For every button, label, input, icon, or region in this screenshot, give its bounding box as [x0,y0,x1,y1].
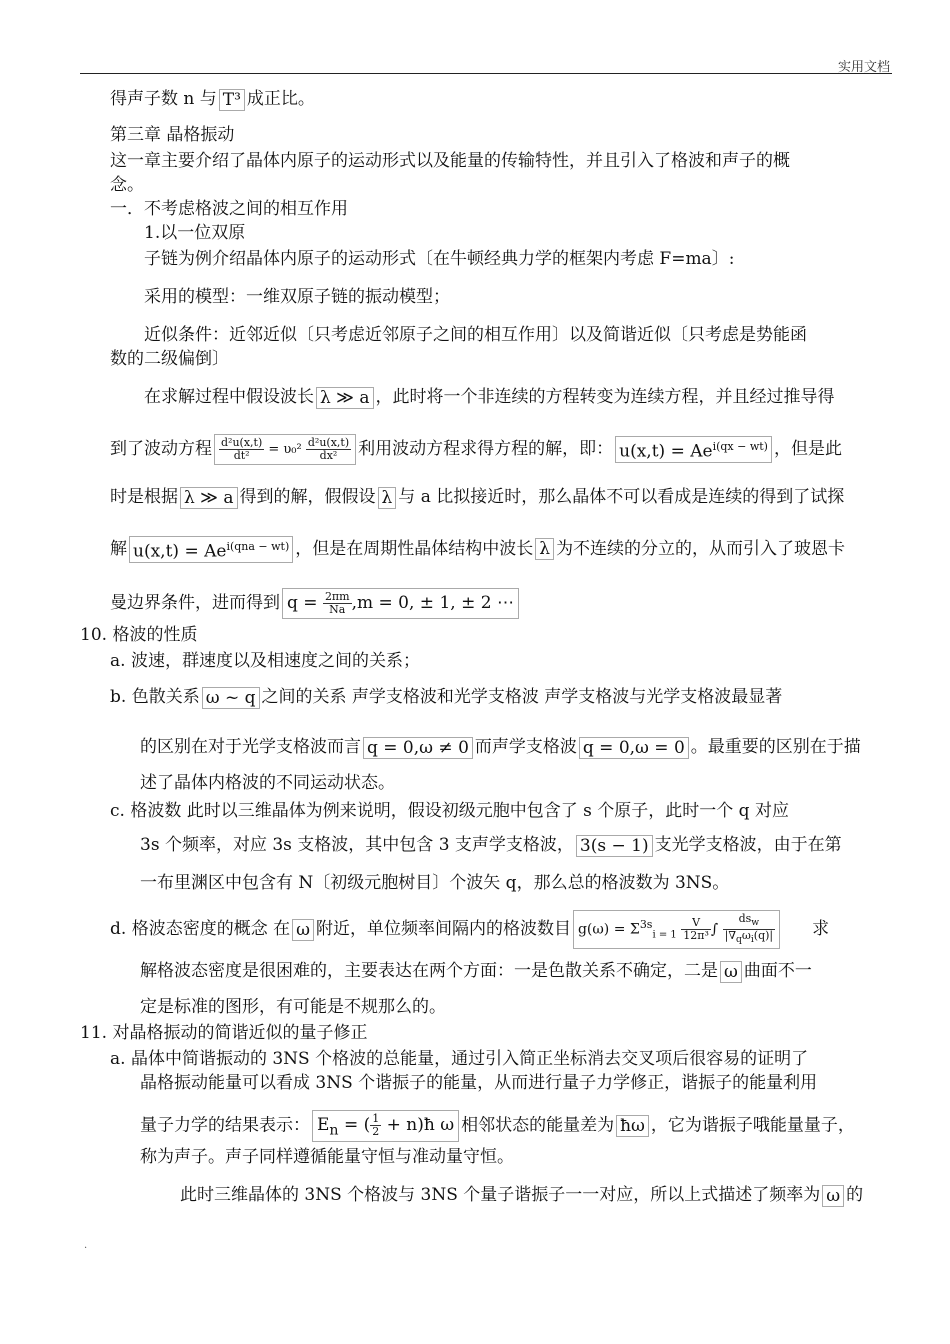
text: 。最重要的区别在于描 [690,737,861,757]
math-lambda-gg-a: λ ≫ a [180,487,238,509]
text: 之间的关系 声学支格波和光学支格波 声学支格波与光学支格波最显著 [261,687,783,707]
text: 而声学支格波 [474,737,577,757]
text-line [110,588,521,619]
math-q-quantization: q = $\frac{2\pi m}{Na}$ ,m = 0, ± 1, ± 2 ⋯ [282,588,519,619]
text: 在求解过程中假设波长 [144,387,314,407]
text: 得到的解，假假设 [239,487,376,507]
math-omega-q: ω ~ q [202,687,260,709]
math-T3: T³ [219,89,245,111]
text: 得声子数 n 与 [110,89,217,109]
math-omega: ω [292,919,314,941]
text-line: 晶格振动能量可以看成 3NS 个谐振子的能量，从而进行量子力学修正，谐振子的能量利用 [140,1073,818,1093]
footer-dot: . [84,1240,88,1251]
text: 附近，单位频率间隔内的格波数目 [315,919,571,940]
text-line [110,536,845,563]
text: 3s 个频率，对应 3s 支格波，其中包含 3 支声学支格波， [140,835,574,855]
text: 为不连续的分立的，从而引入了玻恩卡 [556,538,846,559]
text-line: 数的二级偏倒〕 [110,349,229,369]
text-line [140,834,842,857]
text-line: 这一章主要介绍了晶体内原子的运动形式以及能量的传输特性，并且引入了格波和声子的概 [110,151,790,171]
text: b. 色散关系 [110,687,200,707]
text-line: 述了晶体内格波的不同运动状态。 [140,773,395,793]
text: 解 [110,538,127,559]
text: 曲面不一 [743,961,812,981]
section-heading: 10. 格波的性质 [80,625,198,645]
text: 量子力学的结果表示： [140,1115,310,1136]
text: 利用波动方程求得方程的解，即： [358,439,614,459]
math-wave-equation: $\frac{\text{d²u(x,t)}}{\text{dt²}}$ = υ₀² $\frac{\text{d²u(x,t)}}{\text{dx²}}$ [214,434,356,465]
text-line [140,736,861,759]
text: 的区别在对于光学支格波而言 [140,737,361,757]
text-line: 定是标准的图形，有可能是不规那么的。 [140,997,446,1017]
text-line [180,1184,863,1207]
math-density-of-states: $g(\omega) = \Sigma^{3s}_{i = 1}$ $\frac{V}{\text{12π³}}$ ∫ $\frac{ds_w}{|\nabla_q\omega_i(q)|}$ [573,910,780,949]
text: 求 [812,919,830,940]
subsection-heading: 1.以一位双原 [144,223,246,243]
math-energy: $E_n$ = ( $\frac{1}{2}$ + n)ħ ω [312,1110,459,1142]
text: ，但是此 [773,439,842,459]
text-line [140,960,812,983]
text: 成正比。 [246,89,315,109]
list-item: a. 晶体中简谐振动的 3NS 个格波的总能量，通过引入简正坐标消去交叉项后很容易的证明了 [110,1049,809,1069]
text: 与 a 比拟接近时，那么晶体不可以看成是连续的得到了试探 [398,487,845,507]
chapter-title: 第三章 晶格振动 [110,125,235,145]
math-solution: $u(x,t) = Ae^{i(qx - wt)}$ [615,436,772,463]
text: ，此时将一个非连续的方程转变为连续方程，并且经过推导得 [375,387,835,407]
text: 相邻状态的能量差为 [461,1115,615,1136]
text: ，但是在周期性晶体结构中波长 [295,538,534,559]
list-item: c. 格波数 此时以三维晶体为例来说明，假设初级元胞中包含了 s 个原子，此时一个 q 对应 [110,801,789,821]
text-line [110,434,842,465]
header-rule [80,73,892,74]
section-heading: 一．不考虑格波之间的相互作用 [110,199,348,219]
text: 时是根据 [110,487,178,507]
math-optical-count: 3(s − 1) [576,835,653,857]
text: 曼边界条件，进而得到 [110,593,280,613]
list-item [110,686,782,709]
text: 到了波动方程 [110,439,212,459]
text-line: 近似条件：近邻近似〔只考虑近邻原子之间的相互作用〕以及简谐近似〔只考虑是势能函 [144,325,807,345]
text: ，它为谐振子哦能量量子， [650,1115,855,1136]
math-lambda: λ [535,538,554,560]
text: 解格波态密度是很困难的，主要表达在两个方面：一是色散关系不确定，二是 [140,961,718,981]
math-omega: ω [822,1185,844,1207]
math-lambda-gg-a: λ ≫ a [316,387,374,409]
text: 此时三维晶体的 3NS 个格波与 3NS 个量子谐振子一一对应，所以上式描述了频率为 [180,1185,821,1205]
list-item [110,910,829,949]
list-item: a. 波速，群速度以及相速度之间的关系； [110,651,420,671]
text-line: 称为声子。声子同样遵循能量守恒与准动量守恒。 [140,1147,514,1167]
math-omega: ω [720,961,742,983]
math-hbar-omega: ħω [616,1115,649,1137]
math-acoustic: q = 0,ω = 0 [579,737,689,759]
section-heading: 11. 对晶格振动的简谐近似的量子修正 [80,1023,368,1043]
page-header: 实用文档 [837,60,890,75]
text-line: 子链为例介绍晶体内原子的运动形式〔在牛顿经典力学的框架内考虑 F=ma〕: [144,249,735,269]
text: 的 [846,1185,864,1205]
math-lambda: λ [378,487,397,509]
text: d. 格波态密度的概念 在 [110,919,291,940]
text-line [140,1110,855,1142]
math-optical: q = 0,ω ≠ 0 [363,737,473,759]
text-line [110,486,844,509]
text: 支光学支格波，由于在第 [654,835,842,855]
text-line [110,88,315,111]
text-line: 念。 [110,175,144,195]
text-line [144,386,835,409]
text-line: 采用的模型：一维双原子链的振动模型； [144,287,450,307]
text-line: 一布里渊区中包含有 N〔初级元胞树目〕个波矢 q，那么总的格波数为 3NS。 [140,873,730,893]
math-trial-solution: $u(x,t) = Ae^{i(qna - wt)}$ [129,536,293,563]
